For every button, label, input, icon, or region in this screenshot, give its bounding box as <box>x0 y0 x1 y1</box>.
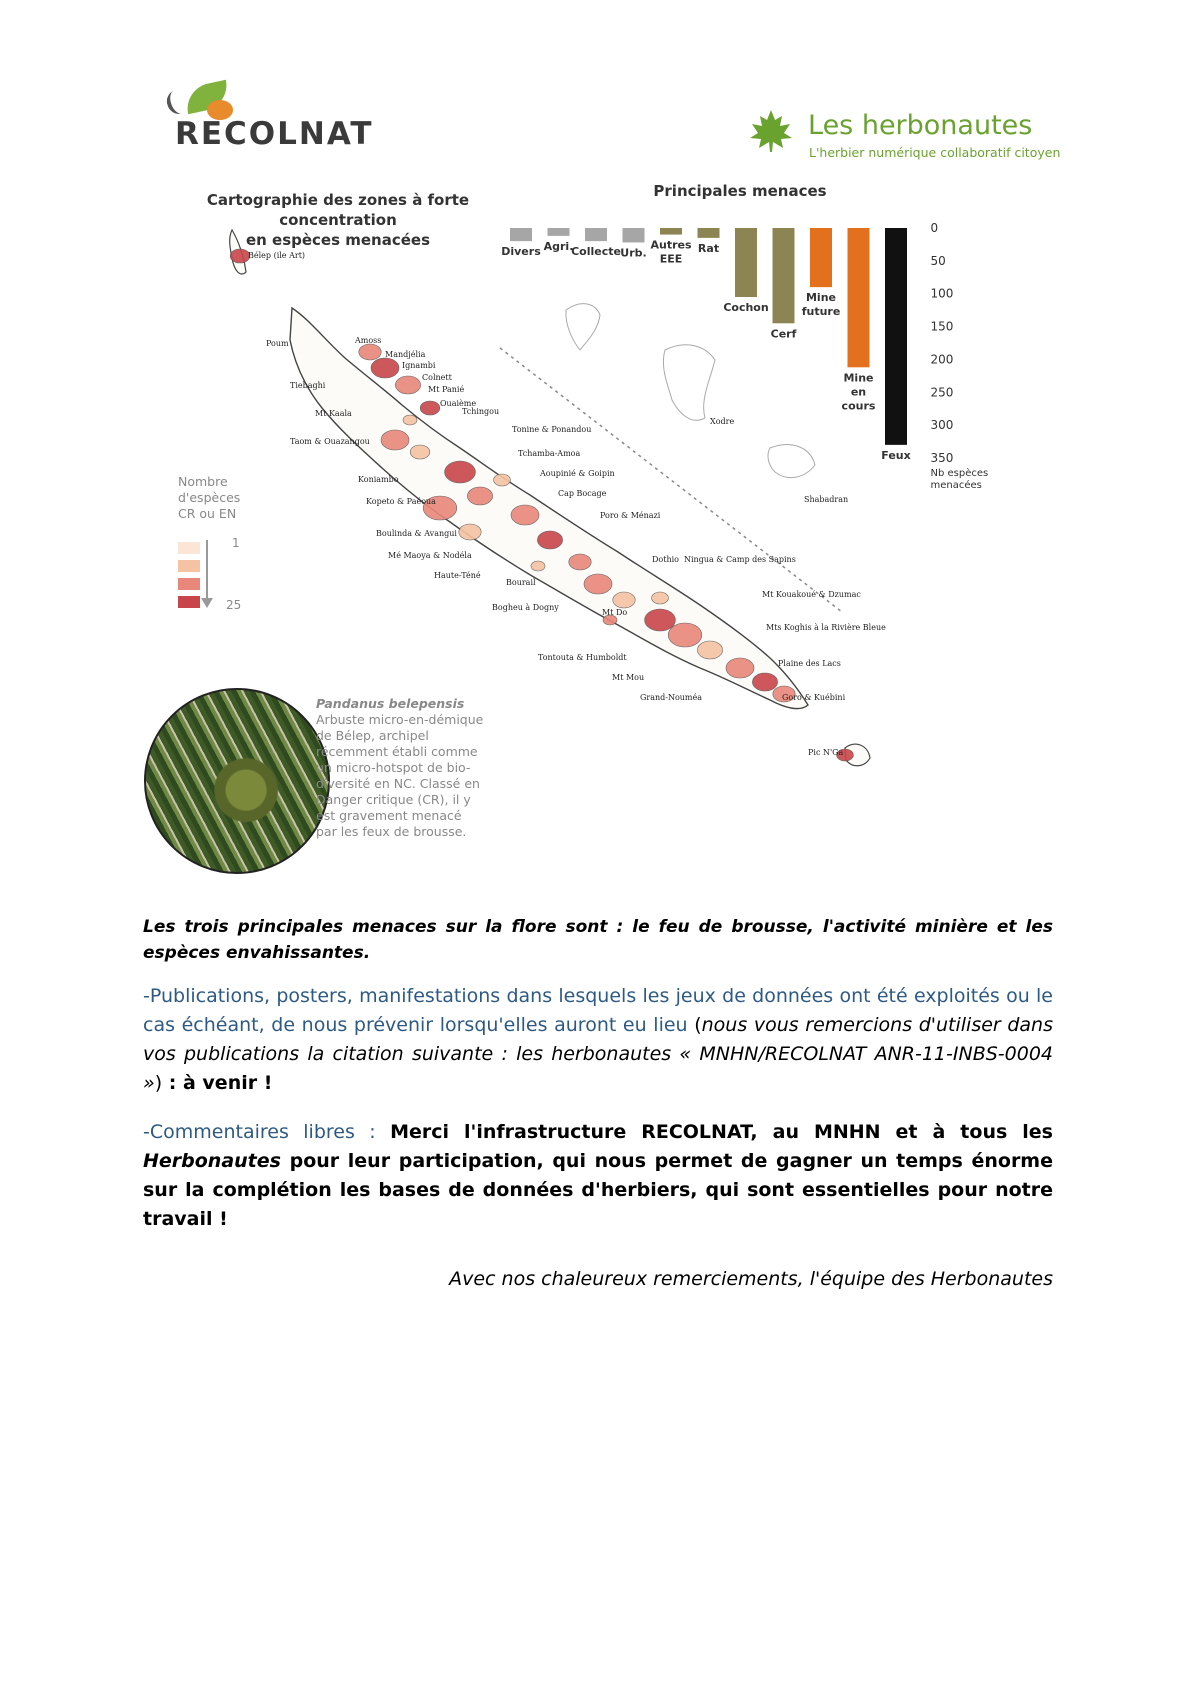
y-tick-label: 0 <box>930 221 939 235</box>
place-label: Tiebaghi <box>290 381 326 390</box>
hotspot <box>613 592 635 608</box>
bar-label: Divers <box>501 245 541 259</box>
bar-feux <box>885 228 907 445</box>
loyalty-island <box>663 345 715 420</box>
hotspot <box>531 561 545 571</box>
bar-label: Feux <box>881 448 911 462</box>
comments-text-2: pour leur participation, qui nous permet de gagner un temps énorme sur la complétion les bases de données d'herbiers, qui sont essentielles pour notre travail ! <box>143 1150 1053 1230</box>
hotspot <box>668 623 702 647</box>
caption-text: Arbuste micro-en-démique de Bélep, archipel récemment établi comme un micro-hotspot de bio-diversité en NC. Classé en Danger critique (CR), il y est gravement menacé par les feux de brousse. <box>316 712 484 839</box>
caption-species: Pandanus belepensis <box>316 696 465 711</box>
bar-label: Cerf <box>770 327 797 341</box>
bar-label: Mine future <box>801 291 841 319</box>
place-label: Mandjélia <box>385 350 426 359</box>
place-label: Ignambi <box>402 361 436 370</box>
place-label: Aoupinié & Goipin <box>540 469 615 478</box>
recolnat-logo <box>165 82 375 152</box>
recolnat-wordmark: RECOLNAT <box>175 116 374 152</box>
legend-min: 1 <box>232 536 240 550</box>
comments-herbonautes: Herbonautes <box>143 1150 281 1172</box>
place-label: Bélep (ile Art) <box>248 251 306 260</box>
hotspot <box>445 461 476 483</box>
legend-arrow <box>206 540 208 600</box>
place-label: Poro & Ménazi <box>600 511 661 520</box>
bar-label: Mine en cours <box>841 371 876 413</box>
hotspot <box>652 592 669 604</box>
hotspot <box>511 505 539 525</box>
place-label: Koniambo <box>358 475 399 484</box>
place-label: Mt Mou <box>612 673 645 682</box>
place-label: Tonine & Ponandou <box>512 425 592 434</box>
place-label: Poum <box>266 339 289 348</box>
bar-rat <box>698 228 720 238</box>
hotspot <box>494 474 511 486</box>
hotspot <box>371 358 399 378</box>
bar-cochon <box>735 228 757 297</box>
map-title-line2: en espèces menacées <box>245 231 431 249</box>
loyalty-island <box>768 445 815 478</box>
herbonautes-title: Les herbonautes <box>808 110 1033 141</box>
place-label: Goro & Kuébini <box>782 693 846 702</box>
hotspot <box>420 401 440 415</box>
photo-caption <box>316 696 486 840</box>
hotspot <box>459 524 481 540</box>
maple-leaf-icon <box>748 108 794 154</box>
place-label: Taom & Ouazangou <box>290 437 370 446</box>
place-label: Ningua & Camp des Sapins <box>684 555 796 564</box>
place-label: Shabadran <box>804 495 849 504</box>
place-label: Mé Maoya & Nodéla <box>388 551 472 560</box>
publications-label: -Publications, posters, manifestations dans lesquels les jeux de données ont été exploités ou le cas échéant, de nous prévenir lorsqu'elles auront eu lieu <box>143 985 1053 1036</box>
hotspot <box>381 430 409 450</box>
hotspot <box>403 415 417 425</box>
threat-figure <box>140 180 1060 880</box>
threats-summary: Les trois principales menaces sur la flore sont : le feu de brousse, l'activité minière et les espèces envahissantes. <box>143 917 1053 963</box>
place-label: Pic N'Ga <box>808 748 844 757</box>
publications-paragraph <box>143 982 1053 1098</box>
hotspot <box>537 531 562 549</box>
place-label: Bourail <box>506 578 536 587</box>
bar-label: Autres EEE <box>650 238 692 266</box>
bar-label: Urb. <box>620 246 647 260</box>
legend-arrow-head <box>201 598 213 608</box>
place-label: Xodre <box>710 417 735 426</box>
hotspot <box>230 249 250 263</box>
citation-request: nous vous remercions d'utiliser dans vos publications la citation suivante : les herbonautes « MNHN/RECOLNAT ANR-11-INBS-0004 » <box>143 1014 1053 1094</box>
comments-label: -Commentaires libres : <box>143 1121 391 1143</box>
place-label: Mts Koghis à la Rivière Bleue <box>766 623 886 632</box>
place-label: Amoss <box>355 336 382 345</box>
legend-swatch-2 <box>178 560 200 572</box>
herbonautes-logo <box>748 108 1061 168</box>
comments-text-1: Merci l'infrastructure RECOLNAT, au MNHN et à tous les <box>390 1121 1053 1143</box>
place-label: Colnett <box>422 373 452 382</box>
comments-paragraph <box>143 1118 1053 1234</box>
bar-autres-eee <box>660 228 682 235</box>
bar-label: Agri. <box>543 239 574 253</box>
place-label: Kopeto & Paéoua <box>366 497 436 506</box>
hotspot <box>645 609 676 631</box>
pandanus-photo <box>144 688 330 874</box>
place-label: Cap Bocage <box>558 489 607 498</box>
place-label: Mt Kaala <box>315 409 352 418</box>
hotspot <box>395 376 420 394</box>
bar-label: Rat <box>697 241 720 255</box>
bar-mine-future <box>810 228 832 287</box>
place-label: Ouaième <box>440 399 477 408</box>
bar-urb- <box>623 228 645 242</box>
y-tick-label: 350 <box>930 451 954 465</box>
loyalty-island <box>566 304 600 350</box>
hotspot <box>697 641 722 659</box>
herbonautes-subtitle: L'herbier numérique collaboratif citoyen <box>809 145 1061 160</box>
place-label: Bogheu à Dogny <box>492 603 559 612</box>
place-label: Boulinda & Avangui <box>376 529 457 538</box>
publications-open-paren: ( <box>687 1014 702 1036</box>
bar-divers <box>510 228 532 241</box>
publications-close-paren: ) <box>154 1072 163 1094</box>
y-tick-label: 300 <box>930 418 954 433</box>
signature: Avec nos chaleureux remerciements, l'équipe des Herbonautes <box>449 1268 1053 1290</box>
place-label: Tchamba-Amoa <box>518 449 581 458</box>
place-label: Mt Do <box>602 608 628 617</box>
y-tick-label: 250 <box>930 385 954 400</box>
bar-agri- <box>548 228 570 236</box>
hotspot <box>410 445 430 459</box>
y-tick-label: 100 <box>930 286 954 301</box>
bar-label: Collecte <box>571 245 621 259</box>
place-label: Mt Kouakoué & Dzumac <box>762 590 861 599</box>
hotspot <box>359 344 381 360</box>
hotspot <box>726 658 754 678</box>
place-label: Tchingou <box>462 407 500 416</box>
bar-cerf <box>773 228 795 323</box>
y-tick-label: 150 <box>930 319 954 334</box>
place-label: Plaine des Lacs <box>778 659 841 668</box>
place-label: Grand-Nouméa <box>640 693 703 702</box>
hotspot <box>584 574 612 594</box>
map-title-line1: Cartographie des zones à forte concentration <box>206 191 470 229</box>
grande-terre-outline <box>290 308 808 709</box>
chart-title: Principales menaces <box>653 182 827 200</box>
legend-swatch-1 <box>178 542 200 554</box>
place-label: Mt Panié <box>428 385 465 394</box>
place-label: Dothio <box>652 555 679 564</box>
hotspot <box>467 487 492 505</box>
publications-answer: : à venir ! <box>162 1072 273 1094</box>
legend-swatch-4 <box>178 596 200 608</box>
legend-max: 25 <box>226 598 242 612</box>
bar-label: Cochon <box>723 301 769 314</box>
bar-collecte <box>585 228 607 241</box>
y-tick-label: 50 <box>930 253 946 268</box>
legend-swatch-3 <box>178 578 200 590</box>
bar-mine-en-cours <box>848 228 870 367</box>
y-tick-label: 200 <box>930 352 954 367</box>
legend-title: Nombre d'espèces CR ou EN <box>178 474 241 521</box>
place-label: Tontouta & Humboldt <box>538 653 627 662</box>
hotspot <box>569 554 591 570</box>
hotspot <box>752 673 777 691</box>
place-label: Haute-Téné <box>434 571 481 580</box>
y-axis-label: Nb espèces menacées <box>930 468 989 491</box>
